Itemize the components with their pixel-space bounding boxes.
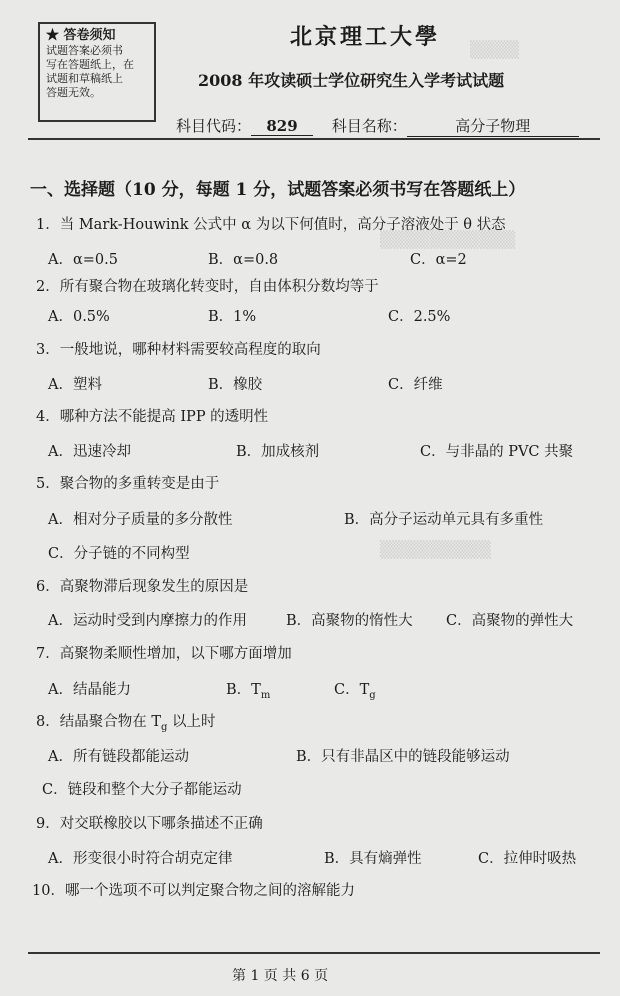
- option-2c: C．2.5%: [388, 309, 451, 325]
- question-9: 9．对交联橡胶以下哪条描述不正确: [36, 816, 263, 832]
- option-7c-subscript: g: [369, 689, 376, 701]
- code-label: 科目代码：: [176, 117, 252, 135]
- header-divider: [28, 138, 600, 140]
- code-value: 829: [251, 117, 313, 136]
- option-7b: [226, 678, 270, 701]
- subject-label: 科目名称：: [331, 117, 407, 135]
- section-title: 一、选择题（10 分，每题 1 分，试题答案必须书写在答题纸上）: [30, 180, 526, 200]
- option-7c: [334, 678, 376, 701]
- option-7b-subscript: m: [260, 689, 271, 701]
- option-7b-label: B．T: [226, 682, 261, 698]
- question-6: 6．高聚物滞后现象发生的原因是: [36, 579, 249, 595]
- university-name: 北京理工大學: [290, 24, 441, 50]
- question-10: 10．哪一个选项不可以判定聚合物之间的溶解能力: [32, 883, 355, 899]
- notice-line: 试题答案必须书: [46, 44, 123, 57]
- option-8b: B．只有非晶区中的链段能够运动: [296, 749, 510, 765]
- option-4c: C．与非晶的 PVC 共聚: [420, 444, 574, 460]
- option-3c: C．纤维: [388, 377, 443, 393]
- option-2b: B．1%: [208, 309, 257, 325]
- notice-line: 写在答题纸上，在: [46, 58, 134, 71]
- question-8: [36, 710, 216, 733]
- bleed-through-text: ▒▒▒▒▒▒▒▒▒▒▒: [380, 230, 516, 249]
- question-2: 2．所有聚合物在玻璃化转变时，自由体积分数均等于: [36, 279, 379, 295]
- option-7a: A．结晶能力: [48, 682, 131, 698]
- question-8-subscript: g: [161, 721, 168, 733]
- question-5: 5．聚合物的多重转变是由于: [36, 476, 220, 492]
- subject-info-row: [176, 115, 579, 137]
- question-8-text: 8．结晶聚合物在 T: [36, 714, 162, 730]
- subject-value: 高分子物理: [407, 115, 579, 137]
- option-6c: C．高聚物的弹性大: [446, 613, 574, 629]
- question-4: 4．哪种方法不能提高 IPP 的透明性: [36, 409, 269, 425]
- option-9c: C．拉伸时吸热: [478, 851, 577, 867]
- footer-divider: [28, 952, 600, 954]
- option-6a: A．运动时受到内摩擦力的作用: [48, 613, 247, 629]
- option-3a: A．塑料: [48, 377, 102, 393]
- notice-title: ★ 答卷须知: [46, 28, 116, 43]
- option-1b: B．α=0.8: [208, 252, 279, 268]
- answer-notice-box: [38, 22, 156, 122]
- option-5c: C．分子链的不同构型: [48, 546, 190, 562]
- option-8a: A．所有链段都能运动: [48, 749, 189, 765]
- question-3: 3．一般地说，哪种材料需要较高程度的取向: [36, 342, 321, 358]
- option-7c-label: C．T: [334, 682, 370, 698]
- question-1: 1．当 Mark-Houwink 公式中 α 为以下何值时，高分子溶液处于 θ 状态: [36, 217, 506, 233]
- bleed-through-text: ▒▒▒▒▒▒▒▒▒: [380, 540, 491, 559]
- option-1a: A．α=0.5: [48, 252, 118, 268]
- option-5b: B．高分子运动单元具有多重性: [344, 512, 544, 528]
- page-footer: 第 1 页 共 6 页: [232, 968, 329, 984]
- option-4a: A．迅速冷却: [48, 444, 131, 460]
- option-8c: C．链段和整个大分子都能运动: [42, 782, 242, 798]
- option-5a: A．相对分子质量的多分散性: [48, 512, 233, 528]
- question-7: 7．高聚物柔顺性增加，以下哪方面增加: [36, 646, 292, 662]
- exam-title: 2008 年攻读硕士学位研究生入学考试试题: [198, 71, 505, 90]
- bleed-through-text: ▒▒▒▒: [470, 40, 520, 59]
- option-6b: B．高聚物的惰性大: [286, 613, 413, 629]
- option-1c: C．α=2: [410, 252, 467, 268]
- option-4b: B．加成核剂: [236, 444, 320, 460]
- option-9b: B．具有熵弹性: [324, 851, 422, 867]
- notice-line: 试题和草稿纸上: [46, 72, 123, 85]
- option-9a: A．形变很小时符合胡克定律: [48, 851, 233, 867]
- option-3b: B．橡胶: [208, 377, 263, 393]
- notice-line: 答题无效。: [46, 86, 101, 99]
- option-2a: A．0.5%: [48, 309, 110, 325]
- question-8-tail: 以上时: [167, 714, 216, 730]
